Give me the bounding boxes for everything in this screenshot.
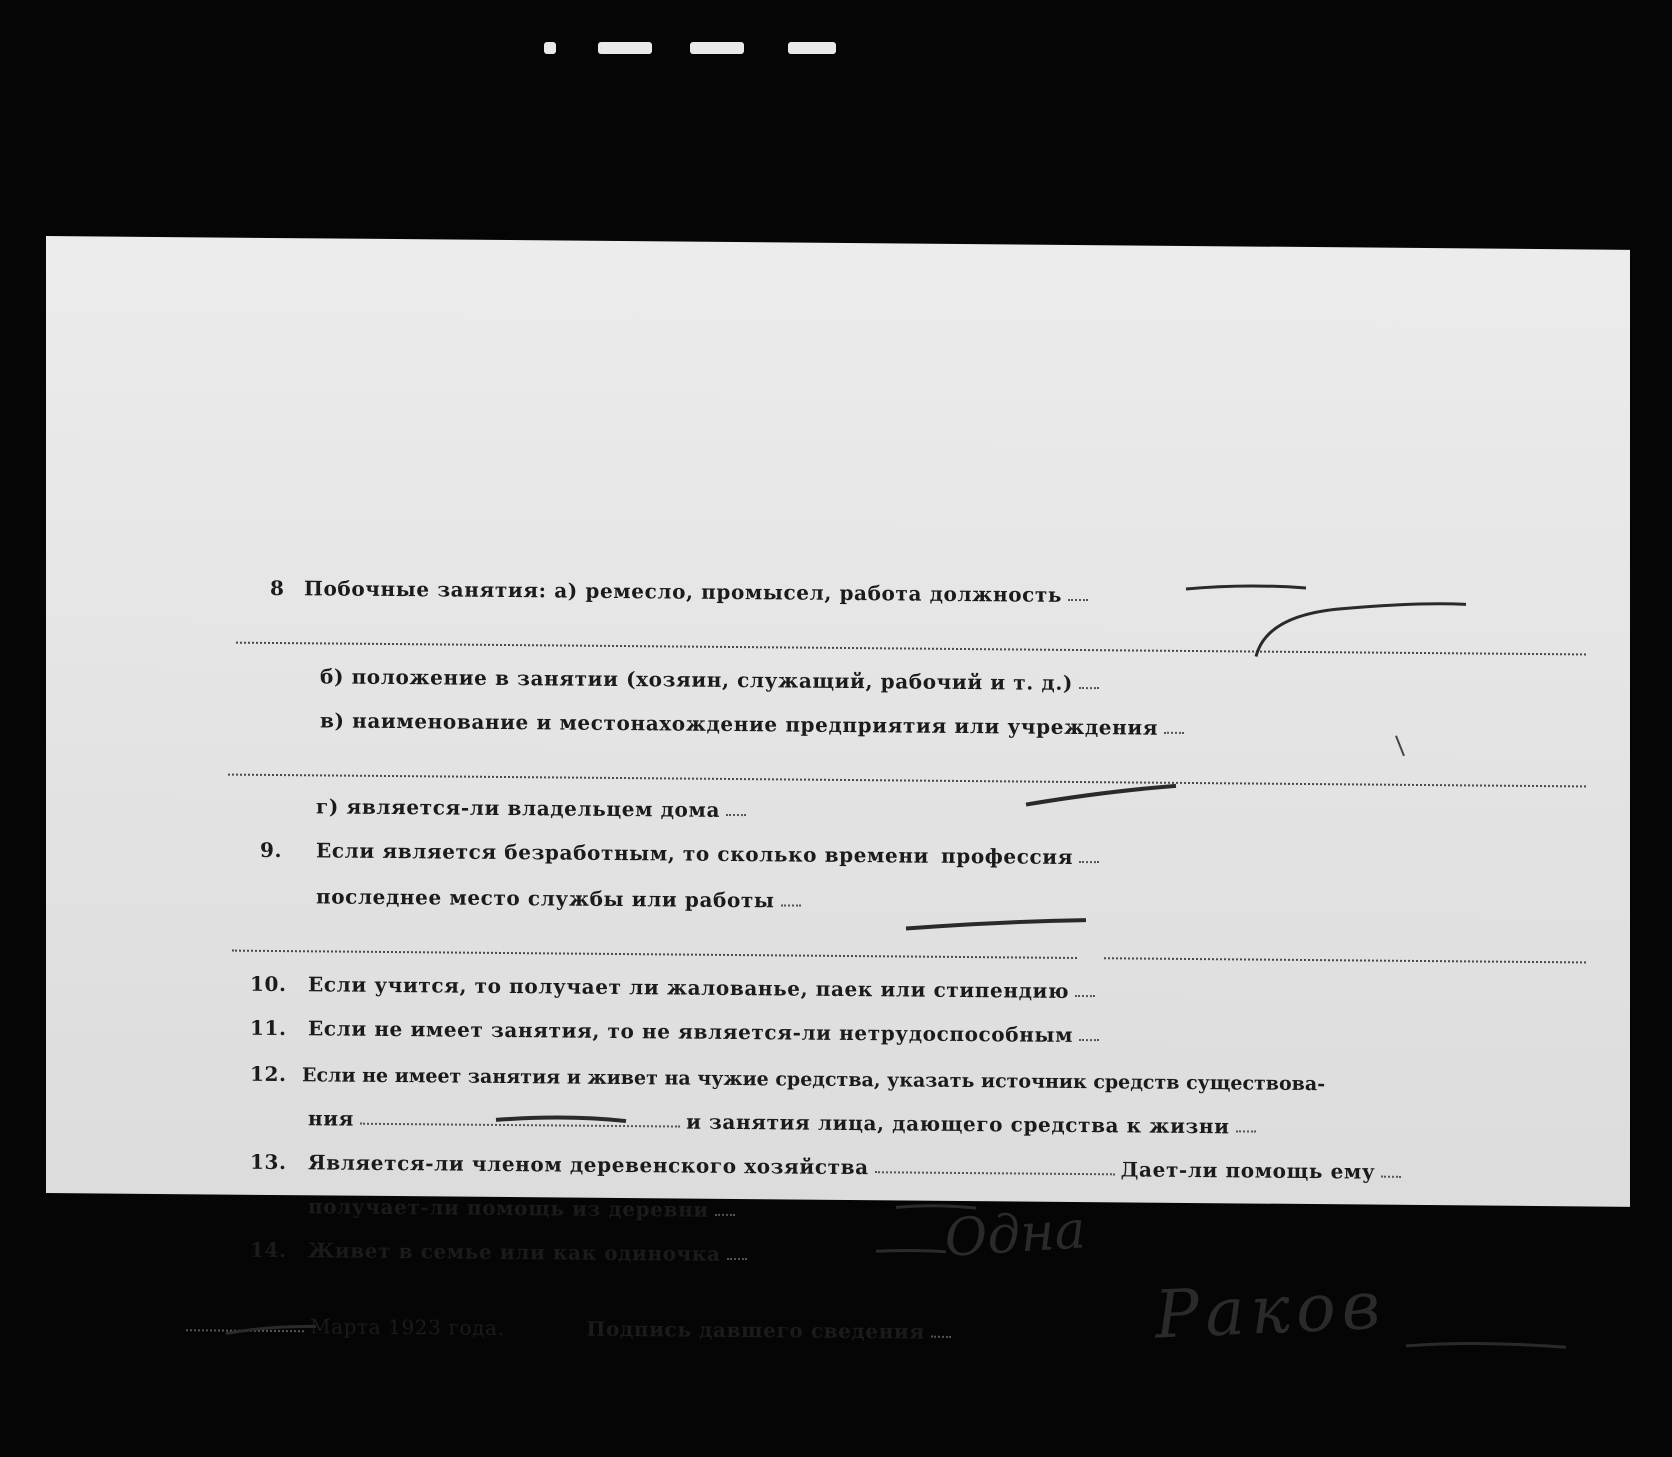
q8-number: 8 [270, 575, 285, 601]
q10-answer-line [1075, 995, 1095, 997]
q13-receives-text: получает-ли помощь из деревни [308, 1194, 709, 1222]
q9-last-text: последнее место службы или работы [316, 884, 775, 913]
q10-number: 10. [250, 971, 287, 997]
q8v-row [46, 690, 1590, 743]
pen-dash-q9 [906, 919, 1086, 931]
q9-number: 9. [260, 837, 283, 863]
q10-text: Если учится, то получает ли жалованье, паек или стипендию [308, 972, 1070, 1003]
q8g-answer-line [726, 814, 746, 816]
film-edge-mark [690, 42, 744, 54]
q13-receives-line [715, 1214, 735, 1216]
q9-last-answer-line [781, 904, 801, 906]
film-edge-mark [788, 42, 836, 54]
film-edge-mark [544, 42, 556, 54]
q14-row [46, 1220, 1590, 1273]
q11-row [46, 998, 1590, 1051]
q12-text: Если не имеет занятия и живет на чужие средства, указать источник средств существова- [302, 1064, 1326, 1096]
q9-profession-line [1079, 861, 1099, 863]
q13-help-label: Дает-ли помощь ему [1120, 1157, 1376, 1184]
q8-answer-line [1068, 599, 1088, 601]
film-edge-mark [598, 42, 652, 54]
q9-profession-label: профессия [941, 843, 1074, 869]
q14-text: Живет в семье или как одиночка [308, 1238, 721, 1266]
q12-cont-text: ния [308, 1106, 355, 1131]
q12-source-line [360, 1123, 680, 1128]
q12-answer-line [1236, 1130, 1256, 1132]
q11-number: 11. [250, 1015, 287, 1041]
q13-help-line [1381, 1176, 1401, 1178]
q8v-text: в) наименование и местонахождение предприятия или учреждения [320, 708, 1159, 740]
footer-date: Марта 1923 года. [310, 1314, 505, 1341]
q13-receives-row [46, 1176, 1168, 1226]
footer-signature-label: Подпись давшего сведения [586, 1316, 925, 1344]
q8g-text: г) является-ли владельцем дома [316, 794, 721, 822]
q8-text: Побочные занятия: а) ремесло, промысел, работа должность [304, 576, 1063, 607]
q8b-text: б) положение в занятии (хозяин, служащий, рабочий и т. д.) [320, 664, 1073, 695]
q13-number: 13. [250, 1149, 287, 1175]
q14-answer-line [727, 1258, 747, 1260]
q8-row [46, 558, 1590, 611]
q9-text: Если является безработным, то сколько времени [316, 838, 929, 868]
footer-signature-line [931, 1336, 951, 1338]
q9-row [46, 820, 1590, 873]
q8v-answer-line [1164, 732, 1184, 734]
q12-cont2-text: и занятия лица, дающего средства к жизни [686, 1109, 1230, 1139]
handwritten-q14-answer: Одна [942, 1200, 1088, 1269]
questionnaire-card [46, 236, 1630, 1354]
q11-text: Если не имеет занятия, то не является-ли нетрудоспособным [308, 1016, 1074, 1047]
q13-text: Является-ли членом деревенского хозяйства [308, 1150, 869, 1180]
q8b-answer-line [1079, 687, 1099, 689]
handwritten-signature: Раков [1152, 1266, 1388, 1354]
footer-day-line [186, 1329, 304, 1332]
q13-member-line [875, 1171, 1115, 1175]
q14-number: 14. [250, 1237, 287, 1263]
q9-last-row [46, 866, 1590, 919]
q11-answer-line [1079, 1039, 1099, 1041]
q9-continuation-line-b [1104, 957, 1586, 963]
q12-number: 12. [250, 1061, 287, 1087]
footer-row [46, 1296, 1594, 1350]
